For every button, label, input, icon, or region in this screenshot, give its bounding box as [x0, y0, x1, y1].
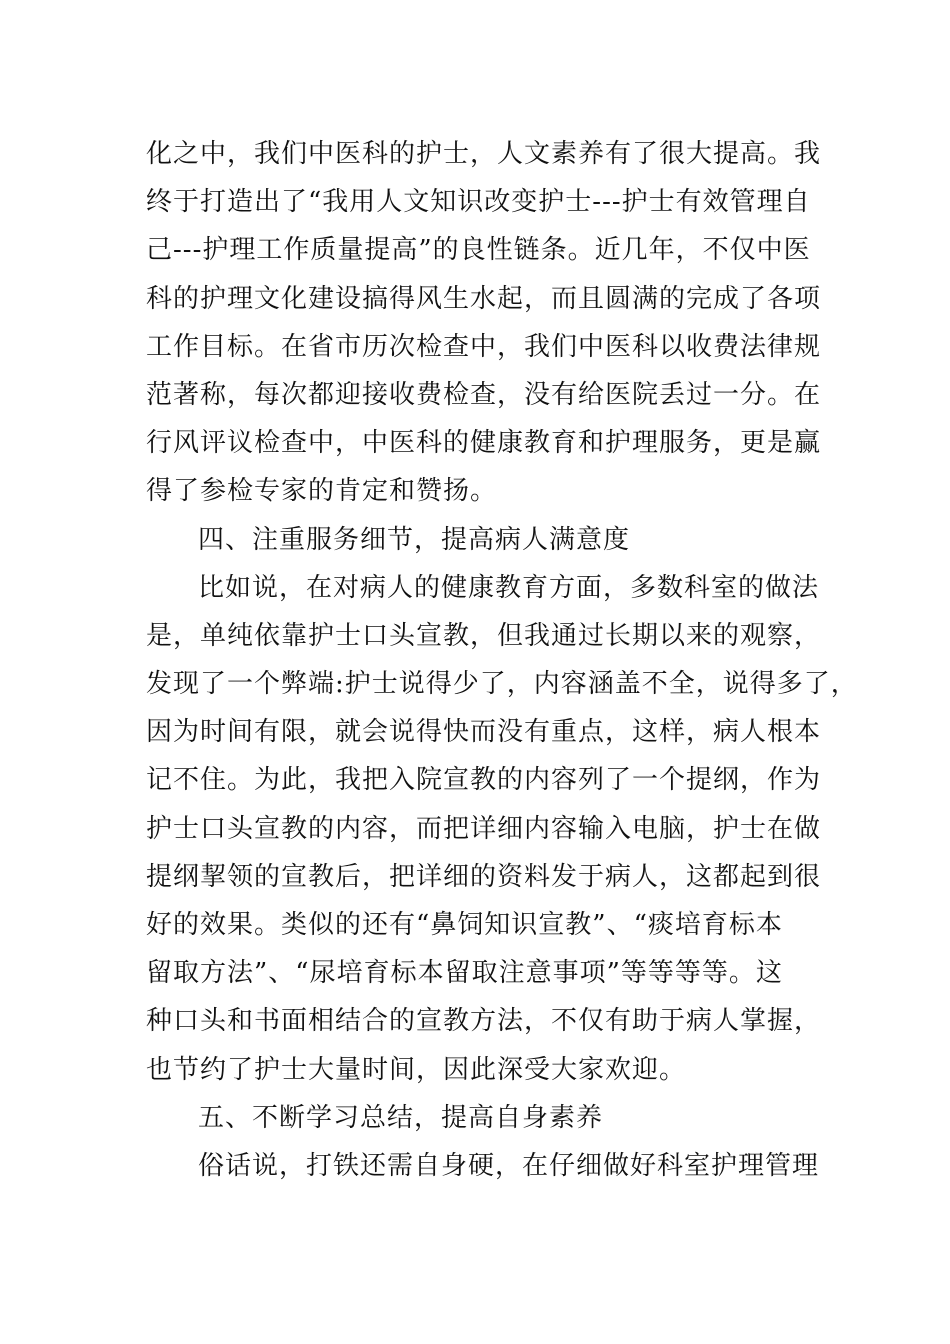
text-line: 终于打造出了“我用人文知识改变护士---护士有效管理自 [146, 187, 811, 218]
text-line: 科的护理文化建设搞得风生水起，而且圆满的完成了各项 [146, 283, 822, 314]
section-heading: 五、不断学习总结，提高自身素养 [198, 1102, 604, 1133]
text-line: 留取方法”、“尿培育标本留取注意事项”等等等等。这 [146, 958, 783, 989]
text-line: 护士口头宣教的内容，而把详细内容输入电脑，护士在做 [146, 813, 822, 844]
text-line: 得了参检专家的肯定和赞扬。 [146, 476, 498, 507]
text-line: 己---护理工作质量提高”的良性链条。近几年，不仅中医 [146, 235, 811, 266]
text-line: 提纲挈领的宣教后，把详细的资料发于病人，这都起到很 [146, 861, 822, 892]
text-line: 是，单纯依靠护士口头宣教，但我通过长期以来的观察， [146, 620, 822, 651]
text-line: 因为时间有限，就会说得快而没有重点，这样，病人根本 [146, 717, 822, 748]
section-heading: 四、注重服务细节，提高病人满意度 [198, 524, 631, 555]
text-line: 工作目标。在省市历次检查中，我们中医科以收费法律规 [146, 331, 822, 362]
text-line: 化之中，我们中医科的护士，人文素养有了很大提高。我 [146, 139, 822, 169]
text-line: 范著称，每次都迎接收费检查，没有给医院丢过一分。在 [146, 379, 822, 410]
text-line: 种口头和书面相结合的宣教方法，不仅有助于病人掌握， [146, 1006, 822, 1037]
text-line: 比如说，在对病人的健康教育方面，多数科室的做法 [198, 572, 820, 603]
body-text [146, 130, 858, 1190]
text-line: 好的效果。类似的还有“鼻饲知识宣教”、“痰培育标本 [146, 910, 783, 940]
text-line: 俗话说，打铁还需自身硬，在仔细做好科室护理管理 [198, 1150, 820, 1181]
text-line: 也节约了护士大量时间，因此深受大家欢迎。 [146, 1054, 687, 1085]
text-line: 发现了一个弊端:护士说得少了，内容涵盖不全，说得多了， [146, 669, 858, 700]
text-line: 行风评议检查中，中医科的健康教育和护理服务，更是赢 [146, 428, 822, 459]
text-line: 记不住。为此，我把入院宣教的内容列了一个提纲，作为 [146, 765, 822, 796]
